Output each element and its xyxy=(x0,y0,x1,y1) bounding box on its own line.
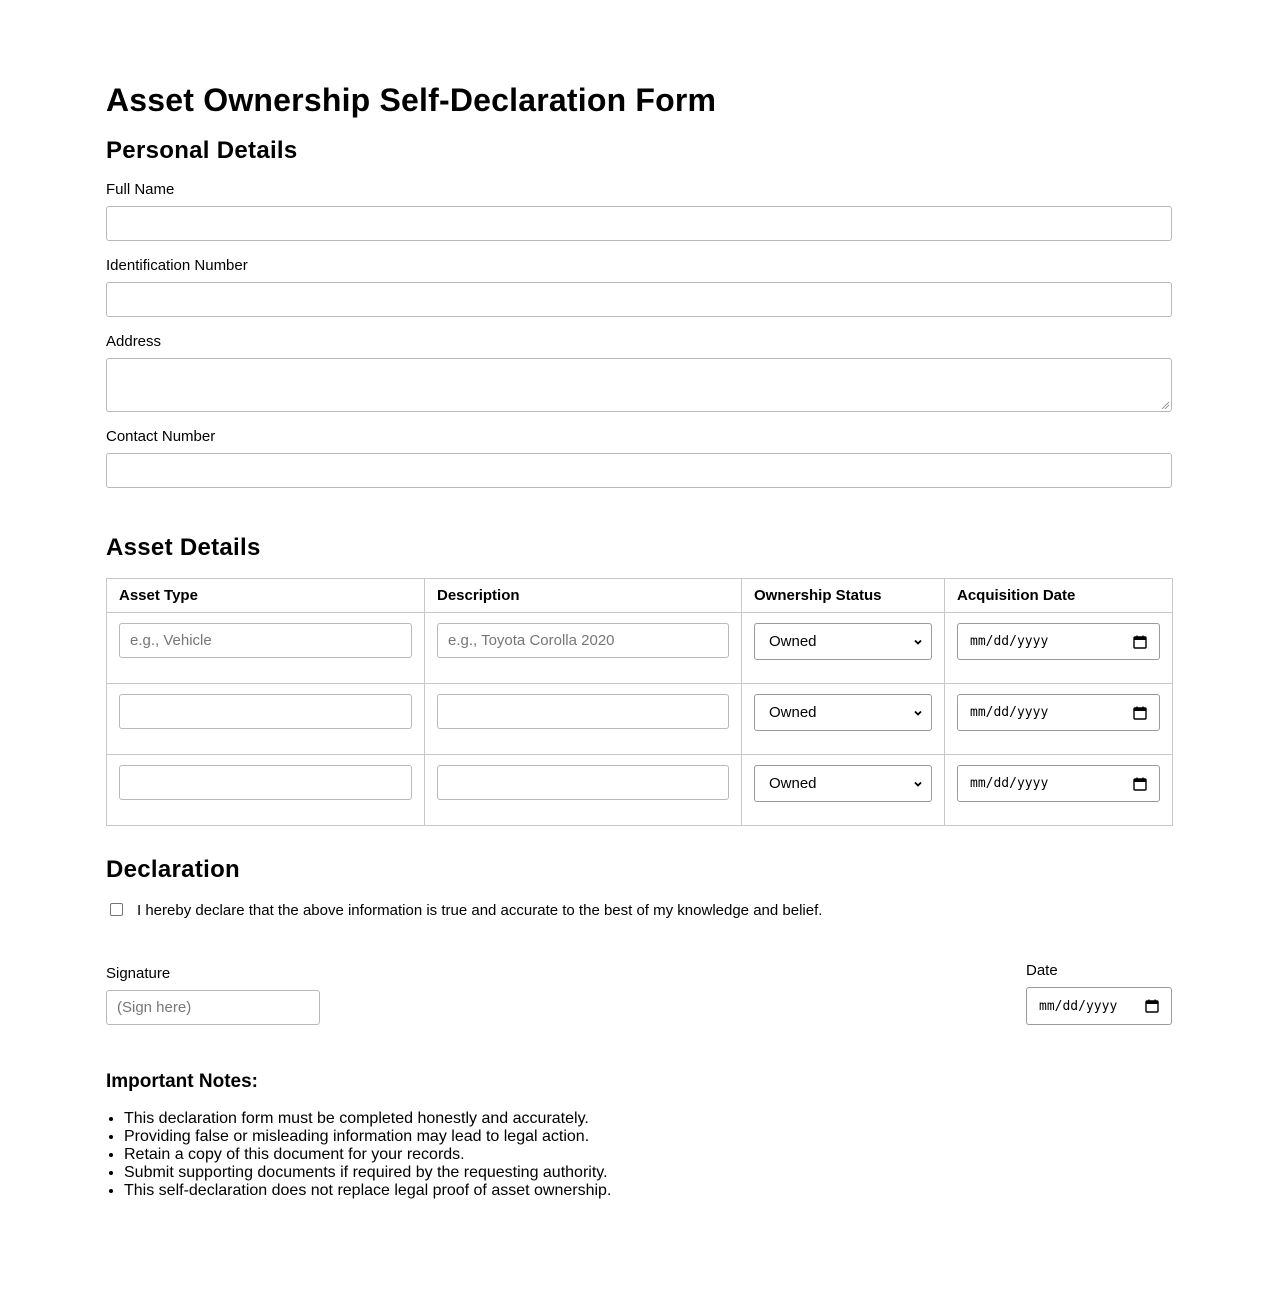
resize-grip-icon[interactable] xyxy=(1161,401,1169,409)
list-item: • Providing false or misleading information may lead to legal action. xyxy=(124,1128,611,1146)
description-input[interactable]: e.g., Toyota Corolla 2020 xyxy=(437,623,729,658)
id-number-input[interactable] xyxy=(106,282,1172,317)
asset-type-input[interactable]: e.g., Vehicle xyxy=(119,623,412,658)
full-name-input[interactable] xyxy=(106,206,1172,241)
contact-number-label: Contact Number xyxy=(106,428,216,445)
chevron-down-icon xyxy=(913,779,923,789)
description-cell xyxy=(425,613,742,684)
acquisition-date-value: mm/dd/yyyy xyxy=(970,776,1049,791)
column-header-description: Description xyxy=(425,579,742,613)
calendar-icon[interactable] xyxy=(1133,706,1147,720)
column-header-ownership-status: Ownership Status xyxy=(742,579,945,613)
asset-type-input[interactable] xyxy=(119,765,412,800)
asset-type-input[interactable] xyxy=(119,694,412,729)
acquisition-date-cell xyxy=(945,613,1173,684)
column-header-acquisition-date: Acquisition Date xyxy=(945,579,1173,613)
date-label: Date xyxy=(1026,962,1058,979)
description-input[interactable] xyxy=(437,765,729,800)
declaration-checkbox[interactable] xyxy=(110,903,123,916)
table-header-row xyxy=(107,579,1173,613)
calendar-icon[interactable] xyxy=(1133,777,1147,791)
declaration-date-input[interactable] xyxy=(1026,987,1172,1025)
description-input[interactable] xyxy=(437,694,729,729)
important-notes-heading: Important Notes: xyxy=(106,1071,258,1092)
acquisition-date-input[interactable] xyxy=(957,765,1160,802)
acquisition-date-cell xyxy=(945,684,1173,755)
ownership-status-select[interactable] xyxy=(754,623,932,660)
chevron-down-icon xyxy=(913,637,923,647)
ownership-status-select[interactable] xyxy=(754,765,932,802)
page-title: Asset Ownership Self-Declaration Form xyxy=(106,82,717,118)
full-name-label: Full Name xyxy=(106,181,175,198)
list-item: • Submit supporting documents if required by the requesting authority. xyxy=(124,1164,611,1182)
contact-number-input[interactable] xyxy=(106,453,1172,488)
signature-label: Signature xyxy=(106,965,171,982)
declaration-date-value: mm/dd/yyyy xyxy=(1039,998,1118,1014)
ownership-status-cell xyxy=(742,613,945,684)
address-label: Address xyxy=(106,333,162,350)
list-item: • This self-declaration does not replace legal proof of asset ownership. xyxy=(124,1182,611,1200)
ownership-status-value: Owned xyxy=(769,633,817,650)
table-row xyxy=(107,684,1173,755)
acquisition-date-value: mm/dd/yyyy xyxy=(970,634,1049,649)
address-textarea[interactable] xyxy=(106,358,1172,412)
description-cell xyxy=(425,684,742,755)
declaration-statement: I hereby declare that the above information is true and accurate to the best of my knowledge and belief. xyxy=(137,902,823,919)
table-row xyxy=(107,755,1173,826)
column-header-asset-type: Asset Type xyxy=(107,579,425,613)
declaration-heading: Declaration xyxy=(106,856,241,883)
signature-input[interactable]: (Sign here) xyxy=(106,990,320,1025)
asset-type-cell xyxy=(107,755,425,826)
table-row xyxy=(107,613,1173,684)
ownership-status-cell xyxy=(742,684,945,755)
asset-table xyxy=(106,578,1173,826)
ownership-status-value: Owned xyxy=(769,704,817,721)
calendar-icon[interactable] xyxy=(1145,999,1159,1013)
id-number-label: Identification Number xyxy=(106,257,248,274)
acquisition-date-cell xyxy=(945,755,1173,826)
personal-details-heading: Personal Details xyxy=(106,137,298,164)
list-item: • Retain a copy of this document for your records. xyxy=(124,1146,611,1164)
chevron-down-icon xyxy=(913,708,923,718)
acquisition-date-input[interactable] xyxy=(957,694,1160,731)
asset-type-cell xyxy=(107,613,425,684)
ownership-status-select[interactable] xyxy=(754,694,932,731)
important-notes-list xyxy=(106,1110,611,1200)
acquisition-date-input[interactable] xyxy=(957,623,1160,660)
description-cell xyxy=(425,755,742,826)
asset-type-cell xyxy=(107,684,425,755)
list-item: • This declaration form must be completed honestly and accurately. xyxy=(124,1110,611,1128)
ownership-status-value: Owned xyxy=(769,775,817,792)
calendar-icon[interactable] xyxy=(1133,635,1147,649)
ownership-status-cell xyxy=(742,755,945,826)
acquisition-date-value: mm/dd/yyyy xyxy=(970,705,1049,720)
asset-details-heading: Asset Details xyxy=(106,534,261,561)
